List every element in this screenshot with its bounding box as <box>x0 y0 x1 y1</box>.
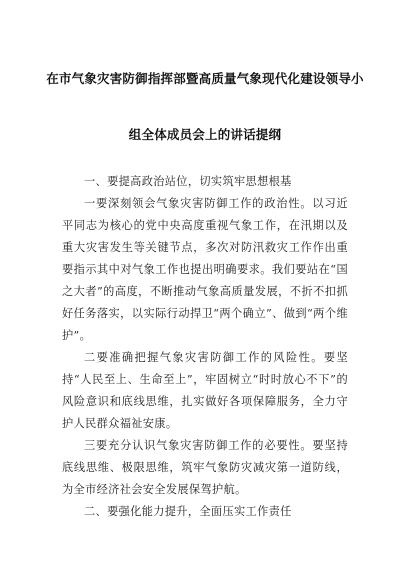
section-heading-1: 一、要提高政治站位，切实筑牢思想根基 <box>84 175 292 188</box>
paragraph-necessity: 三要充分认识气象灾害防御工作的必要性。要坚持底线思维、极限思维，筑牢气象防灾减灾第一道防线，为全市经济社会安全发展保驾护航。 <box>62 439 348 496</box>
section-heading-2: 二、要强化能力提升，全面压实工作责任 <box>84 505 292 518</box>
paragraph-risk-nature: 二要准确把握气象灾害防御工作的风险性。要坚持“人民至上、生命至上”，牢固树立“时时放心不下”的风险意识和底线思维，扎实做好各项保障服务，全力守护人民群众福祉安康。 <box>62 351 348 430</box>
paragraph-political-nature: 一要深刻领会气象灾害防御工作的政治性。以习近平同志为核心的党中央高度重视气象工作，在汛期以及重大灾害发生等关键节点，多次对防汛救灾工作作出重要指示其中对气象工作也提出明确要求。我们要站在“国之大者”的高度，不断推动气象高质量发展，不折不扣抓好任务落实，以实际行动捍卫“两个确立”、做到“两个维护”。 <box>62 197 348 342</box>
document-title-line-1: 在市气象灾害防御指挥部暨高质量气象现代化建设领导小 <box>46 71 364 86</box>
document-title-line-2: 组全体成员会上的讲话提纲 <box>128 127 282 142</box>
